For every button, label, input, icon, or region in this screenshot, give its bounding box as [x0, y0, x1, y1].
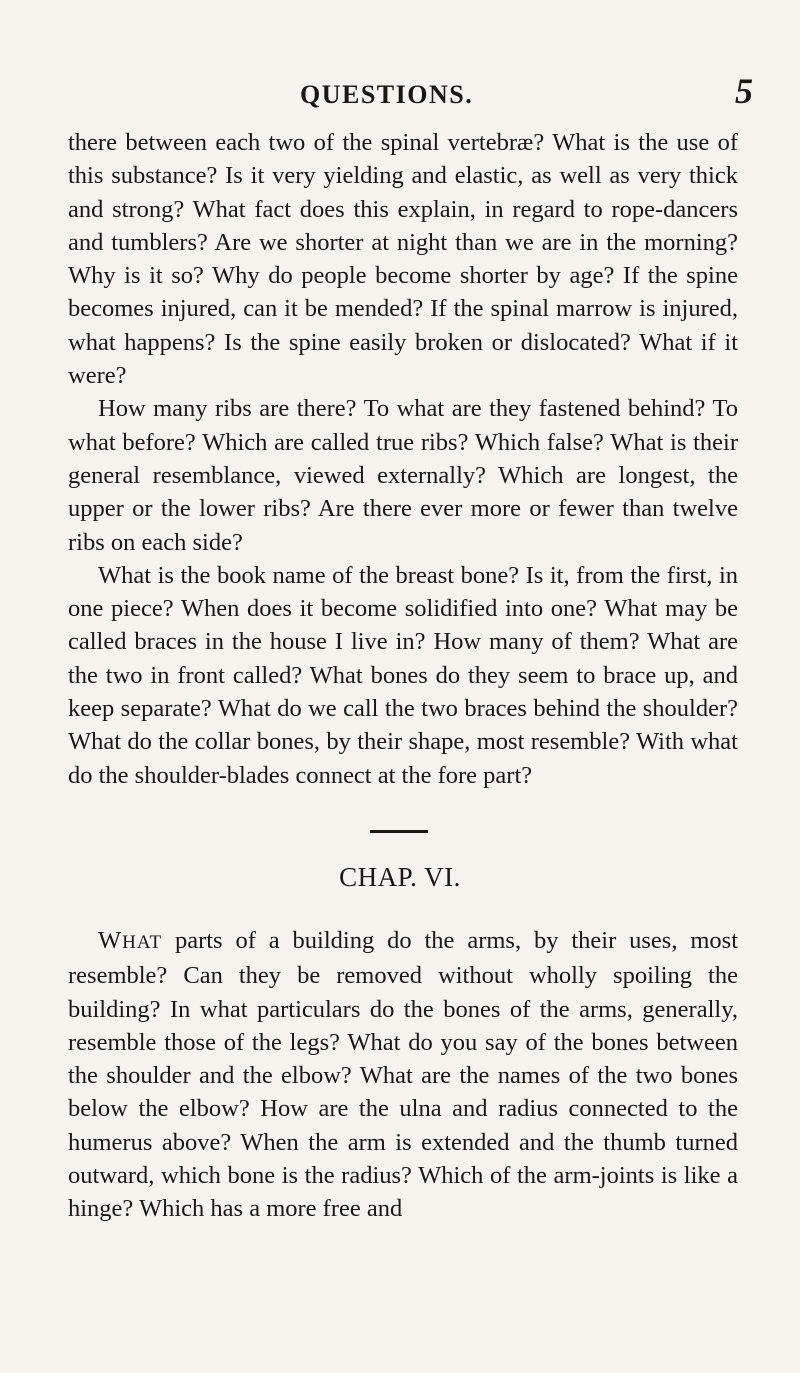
lead-word: WHAT: [98, 927, 163, 954]
page-number: 5: [735, 71, 753, 111]
running-title: QUESTIONS.: [300, 80, 474, 109]
chapter-divider-rule: [370, 830, 428, 833]
paragraph-arms-text: parts of a building do the arms, by their uses, most resemble? Can they be removed without wholly spoiling the building? In what particulars do the bones of the arms, generally, resemble those of the legs? What do you say of the bones between the shoulder and the elbow? What are the names of the two bones below the elbow? How are the ulna and radius connected to the humerus above? When the arm is extended and the thumb turned outward, which bone is the radius? Which of the arm-joints is like a hinge? Which has a more free and: [68, 927, 738, 1223]
questions-section-1: [68, 126, 738, 792]
questions-section-2: [68, 924, 738, 1226]
paragraph-breast-bone: What is the book name of the breast bone? Is it, from the first, in one piece? When does it become solidified into one? What may be called braces in the house I live in? How many of them? What are the two in front called? What bones do they seem to brace up, and keep separate? What do we call the two braces behind the shoulder? What do the collar bones, by their shape, most resemble? With what do the shoulder-blades connect at the fore part?: [68, 561, 738, 789]
paragraph-ribs: How many ribs are there? To what are they fastened behind? To what before? Which are called true ribs? Which false? What is their general resemblance, viewed externally? Which are longest, the upper or the lower ribs? Are there ever more or fewer than twelve ribs on each side?: [68, 395, 738, 556]
chapter-heading: CHAP. VI.: [339, 862, 461, 892]
paragraph-arms: [68, 924, 738, 1226]
running-head: [0, 71, 800, 111]
paragraph-spine: there between each two of the spinal vertebræ? What is the use of this substance? Is it very yielding and elastic, as well as very thick and strong? What fact does this explain, in regard to rope-dancers and tumblers? Are we shorter at night than we are in the morning? Why is it so? Why do people become shorter by age? If the spine becomes injured, can it be mended? If the spinal marrow is injured, what happens? Is the spine easily broken or dislocated? What if it were?: [68, 129, 738, 390]
